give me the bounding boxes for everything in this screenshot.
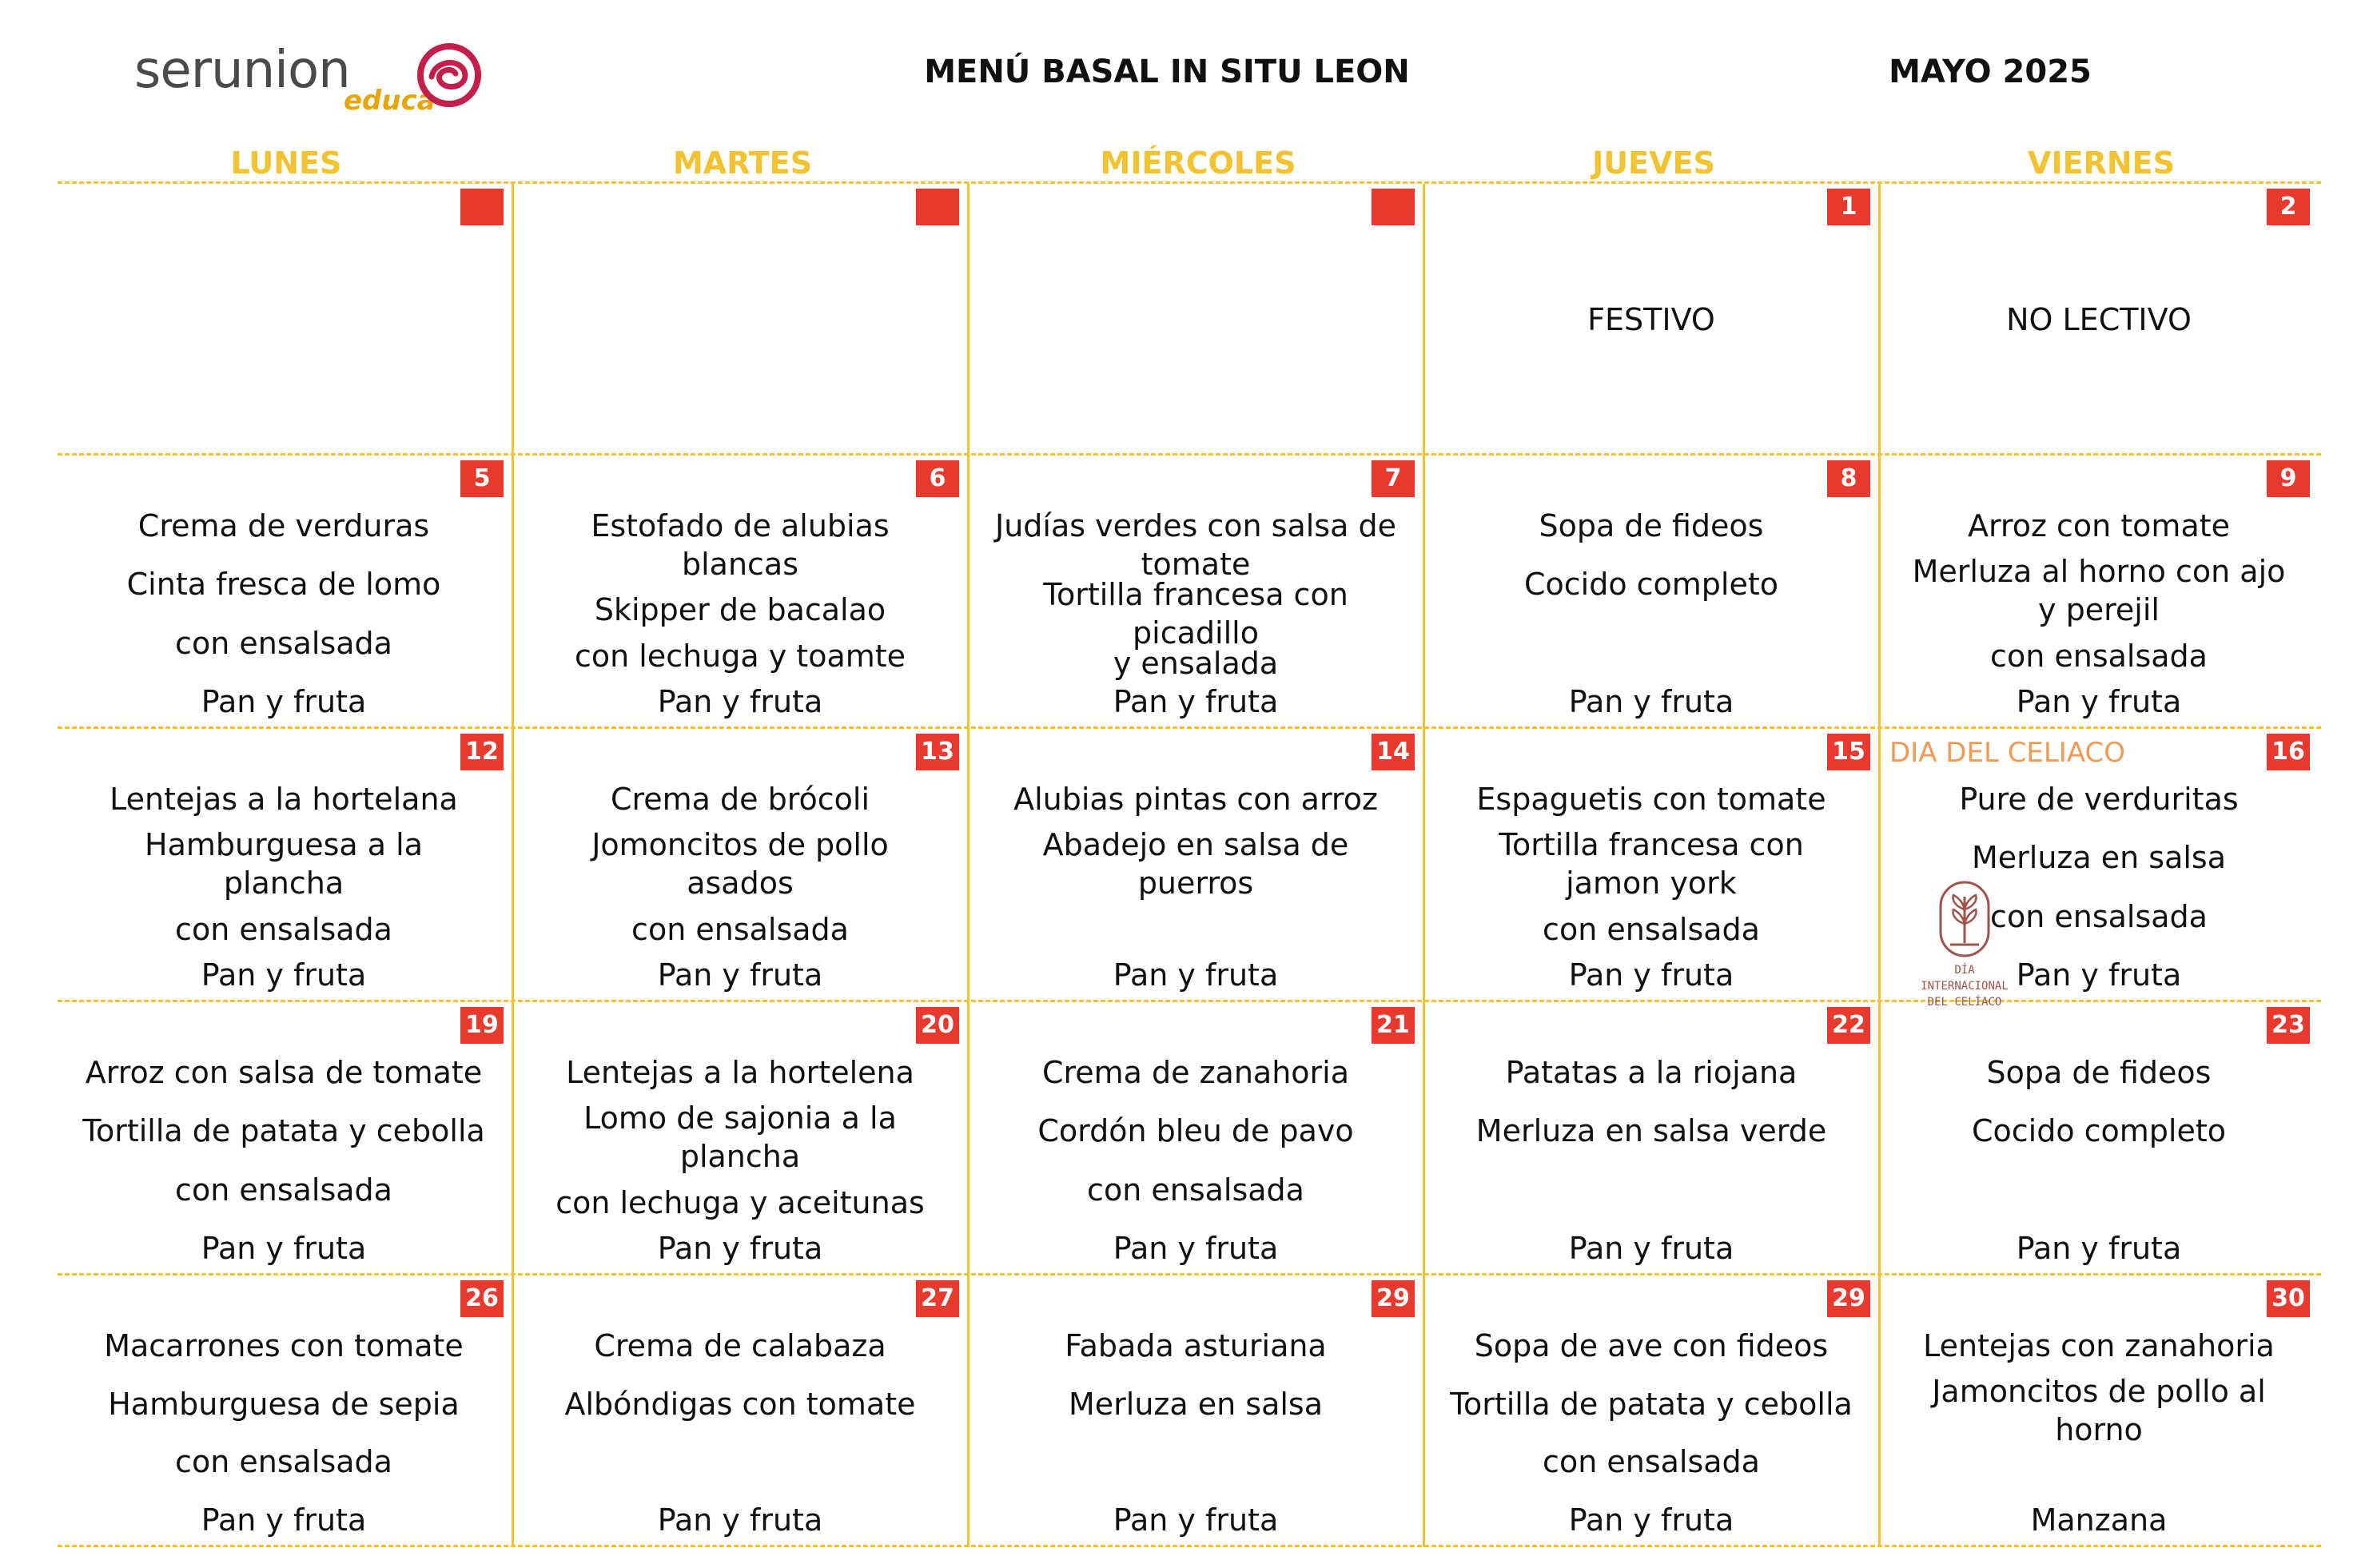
day-number: 26: [460, 1280, 504, 1317]
dessert: Pan y fruta: [201, 1230, 367, 1266]
dessert: Pan y fruta: [2016, 957, 2182, 993]
menu-items: [1426, 1053, 1877, 1268]
first-course: Lentejas con zanahoria: [1923, 1328, 2275, 1363]
second-course: Tortilla de patata y cebolla: [1450, 1386, 1853, 1422]
day-number: 29: [1372, 1280, 1415, 1317]
day-number: 13: [916, 734, 959, 770]
day-status: NO LECTIVO: [2006, 302, 2192, 337]
day-number: 19: [460, 1007, 504, 1044]
day-number: 22: [1827, 1007, 1870, 1044]
menu-items: [1881, 507, 2316, 721]
dessert: Pan y fruta: [1113, 1230, 1279, 1266]
first-course: Crema de brócoli: [610, 782, 870, 817]
first-course: Arroz con salsa de tomate: [85, 1055, 483, 1090]
dessert: Manzana: [2030, 1502, 2168, 1538]
day-header-miercoles: MIÉRCOLES: [1100, 145, 1296, 181]
day-number: 9: [2267, 460, 2310, 497]
document-title: MENÚ BASAL IN SITU LEON: [924, 54, 1410, 90]
second-course: Merluza en salsa: [1068, 1386, 1323, 1422]
first-course: Pure de verduritas: [1959, 782, 2239, 817]
menu-items: [1426, 1327, 1877, 1539]
second-course: Hamburguesa de sepia: [108, 1386, 460, 1422]
second-course: Cinta fresca de lomo: [126, 567, 441, 603]
day-number: 12: [460, 734, 504, 770]
second-course: Cordón bleu de pavo: [1037, 1113, 1354, 1149]
dessert: Pan y fruta: [201, 957, 367, 993]
first-course: Crema de verduras: [137, 508, 430, 543]
second-course: Merluza en salsa verde: [1475, 1113, 1827, 1149]
side-dish: con ensalsada: [631, 911, 849, 947]
logo-text: serunion: [134, 41, 350, 100]
day-cell: [1426, 456, 1877, 726]
day-number: 6: [916, 460, 959, 497]
side-dish: [718, 1443, 762, 1481]
dessert: Pan y fruta: [2016, 1230, 2182, 1266]
first-course: Lentejas a la hortelana: [109, 782, 458, 817]
day-number: 16: [2267, 734, 2310, 770]
first-course: Patatas a la riojana: [1505, 1055, 1798, 1090]
first-course: Sopa de ave con fideos: [1474, 1328, 1829, 1363]
menu-items: [1881, 780, 2316, 994]
second-course: Lomo de sajonia a la plancha: [583, 1100, 897, 1175]
dessert: Pan y fruta: [1113, 1502, 1279, 1538]
day-number: 21: [1372, 1007, 1415, 1044]
day-header-viernes: VIERNES: [2028, 145, 2175, 181]
first-course: Espaguetis con tomate: [1476, 782, 1826, 817]
day-number: 14: [1372, 734, 1415, 770]
day-cell: [515, 456, 966, 726]
day-number: 2: [2267, 189, 2310, 225]
dessert: Pan y fruta: [1113, 957, 1279, 993]
day-cell: [58, 184, 510, 452]
side-dish: con ensalsada: [1990, 638, 2208, 674]
day-cell: [1426, 1002, 1877, 1272]
menu-items: [970, 780, 1421, 994]
side-dish: con lechuga y aceitunas: [555, 1184, 925, 1220]
second-course: Cocido completo: [1971, 1113, 2227, 1149]
column-divider: [967, 184, 970, 1547]
row-divider: [58, 1545, 2321, 1547]
column-divider: [512, 184, 514, 1547]
dessert: Pan y fruta: [1568, 683, 1734, 719]
menu-items: [58, 780, 510, 994]
menu-items: [1426, 780, 1877, 994]
dessert: Pan y fruta: [657, 1502, 823, 1538]
day-cell: [58, 1275, 510, 1544]
day-status: FESTIVO: [1587, 302, 1715, 337]
second-course: Cocido completo: [1523, 567, 1779, 603]
menu-items: [58, 1327, 510, 1539]
first-course: Arroz con tomate: [1967, 508, 2231, 543]
side-dish: [2076, 1455, 2121, 1494]
first-course: Judías verdes con salsa de tomate: [995, 508, 1396, 582]
day-cell: [515, 1002, 966, 1272]
second-course: Jamoncitos de pollo al horno: [1932, 1373, 2266, 1447]
dessert: Pan y fruta: [201, 683, 367, 719]
dessert: Pan y fruta: [1568, 1230, 1734, 1266]
day-number: 30: [2267, 1280, 2310, 1317]
first-course: Macarrones con tomate: [104, 1328, 464, 1363]
day-header-jueves: JUEVES: [1592, 145, 1715, 181]
side-dish: con ensalsada: [175, 625, 392, 661]
day-number: 29: [1827, 1280, 1870, 1317]
menu-items: [1426, 507, 1877, 721]
menu-items: [1881, 1053, 2316, 1268]
menu-items: [515, 1327, 966, 1539]
day-cell: [1881, 1275, 2316, 1544]
side-dish: con ensalsada: [1990, 898, 2208, 934]
second-course: Merluza al horno con ajo y perejil: [1912, 554, 2286, 628]
menu-items: [515, 780, 966, 994]
dessert: Pan y fruta: [201, 1502, 367, 1538]
event-label: DIA DEL CELIACO: [1889, 737, 2126, 769]
menu-items: [58, 1053, 510, 1268]
second-course: Merluza en salsa: [1971, 840, 2226, 876]
day-number: 27: [916, 1280, 959, 1317]
dessert: Pan y fruta: [2016, 683, 2182, 719]
side-dish: con lechuga y toamte: [574, 638, 906, 674]
first-course: Crema de calabaza: [594, 1328, 886, 1363]
second-course: Abadejo en salsa de puerros: [1042, 827, 1349, 901]
first-course: Fabada asturiana: [1065, 1328, 1327, 1363]
side-dish: [1173, 1443, 1218, 1481]
day-cell: [515, 729, 966, 999]
day-cell: [1881, 184, 2316, 452]
logo-subtext: educa: [344, 85, 436, 117]
day-cell: [1426, 729, 1877, 999]
day-number: 5: [460, 460, 504, 497]
side-dish: [1173, 910, 1218, 949]
day-cell: [1881, 456, 2316, 726]
menu-items: [970, 507, 1421, 721]
first-course: Sopa de fideos: [1539, 508, 1764, 543]
dessert: Pan y fruta: [1568, 957, 1734, 993]
second-course: Hamburguesa a la plancha: [145, 827, 423, 901]
menu-items: [515, 1053, 966, 1268]
side-dish: con ensalsada: [175, 1172, 392, 1208]
day-number: 8: [1827, 460, 1870, 497]
dessert: Pan y fruta: [1568, 1502, 1734, 1538]
second-course: Skipper de bacalao: [594, 592, 886, 628]
day-cell: [1426, 1275, 1877, 1544]
side-dish: con ensalsada: [1087, 1172, 1304, 1208]
menu-items: [970, 1327, 1421, 1539]
day-cell: [58, 456, 510, 726]
day-cell: [58, 729, 510, 999]
day-number: 23: [2267, 1007, 2310, 1044]
menu-items: [58, 507, 510, 721]
first-course: Crema de zanahoria: [1041, 1055, 1350, 1090]
day-cell: [970, 456, 1421, 726]
day-cell: [515, 184, 966, 452]
dessert: Pan y fruta: [657, 957, 823, 993]
badge-caption: DÍA INTERNACIONAL DEL CELÍACO: [1921, 964, 2009, 1009]
side-dish: con ensalsada: [1543, 911, 1760, 947]
second-course: Tortilla de patata y cebolla: [82, 1113, 485, 1149]
day-header-martes: MARTES: [672, 145, 813, 181]
side-dish: [2076, 1171, 2121, 1209]
menu-items: [515, 507, 966, 721]
day-cell: [970, 729, 1421, 999]
side-dish: [1629, 624, 1674, 663]
first-course: Alubias pintas con arroz: [1013, 782, 1378, 817]
side-dish: con ensalsada: [1543, 1444, 1760, 1480]
day-cell: [970, 1275, 1421, 1544]
side-dish: con ensalsada: [175, 911, 392, 947]
side-dish: con ensalsada: [175, 1444, 392, 1480]
day-number: [916, 189, 959, 225]
rose-logo-icon: [416, 42, 483, 109]
day-cell: [970, 1002, 1421, 1272]
second-course: Tortilla francesa con picadillo: [1043, 577, 1348, 651]
day-header-lunes: LUNES: [230, 145, 342, 181]
day-cell: [1881, 729, 2316, 1009]
second-course: Jomoncitos de pollo asados: [591, 827, 889, 901]
side-dish: y ensalada: [1113, 646, 1279, 681]
second-course: Albóndigas con tomate: [564, 1386, 916, 1422]
day-cell: [970, 184, 1421, 452]
column-divider: [1878, 184, 1881, 1547]
day-number: [1372, 189, 1415, 225]
dessert: Pan y fruta: [657, 683, 823, 719]
day-number: 20: [916, 1007, 959, 1044]
day-number: 7: [1372, 460, 1415, 497]
day-cell: [1881, 1002, 2316, 1272]
brand-logo: [134, 38, 502, 118]
day-cell: [515, 1275, 966, 1544]
document-month: MAYO 2025: [1889, 54, 2092, 90]
first-course: Lentejas a la hortelena: [566, 1055, 914, 1090]
first-course: Sopa de fideos: [1986, 1055, 2212, 1090]
day-cell: [1426, 184, 1877, 452]
day-number: [460, 189, 504, 225]
side-dish: [1629, 1171, 1674, 1209]
second-course: Tortilla francesa con jamon york: [1499, 827, 1804, 901]
day-cell: [58, 1002, 510, 1272]
dessert: Pan y fruta: [657, 1230, 823, 1266]
column-divider: [1423, 184, 1425, 1547]
menu-items: [970, 1053, 1421, 1268]
dessert: Pan y fruta: [1113, 684, 1279, 719]
day-number: 15: [1827, 734, 1870, 770]
day-number: 1: [1827, 189, 1870, 225]
first-course: Estofado de alubias blancas: [591, 508, 890, 582]
menu-items: [1881, 1327, 2316, 1539]
